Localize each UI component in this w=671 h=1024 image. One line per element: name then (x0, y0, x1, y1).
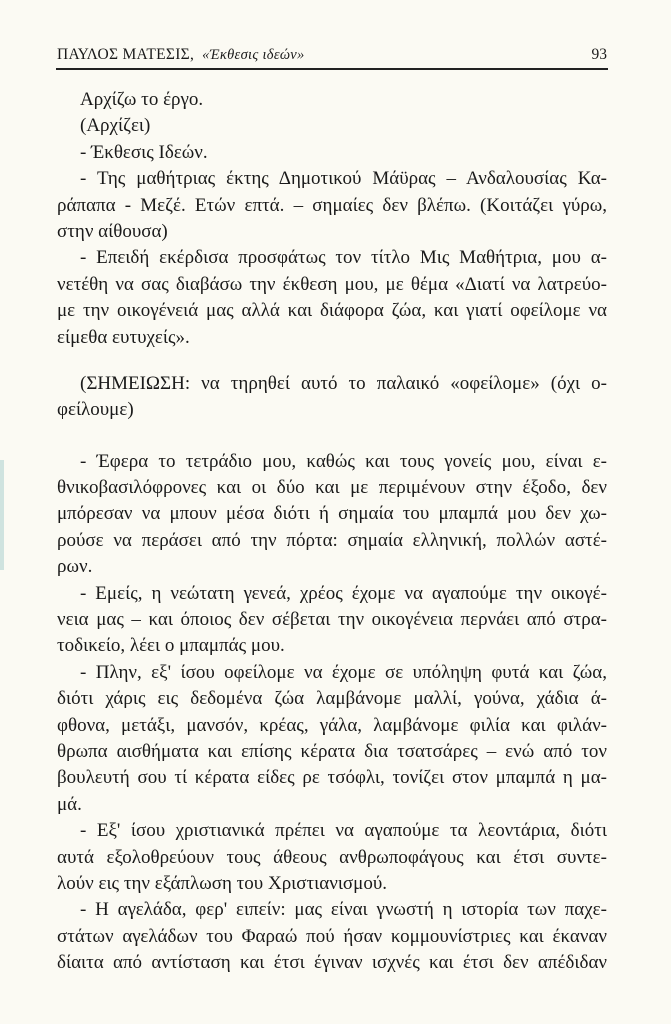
text-line: - Επειδή εκέρδισα προσφάτως τον τίτλο Μις Μαθήτρια, μου α- (80, 247, 607, 269)
text-line: φείλουμε) (57, 399, 134, 421)
text-line: νεια μας – και όποιος δεν σέβεται την οικογένεια περνάει από στρα- (57, 609, 607, 631)
text-line: βουλευτή σου τί κέρατα είδες ρε τσόφλι, τονίζει στον μπαμπά η μα- (57, 767, 607, 789)
text-line: μά. (57, 793, 82, 815)
header-author: ΠΑΥΛΟΣ ΜΑΤΕΣΙΣ, (57, 46, 195, 63)
text-line: δίαιτα από αντίσταση και έτσι έγιναν ισχνές και έτσι δεν απέδιδαν (57, 952, 607, 974)
text-line: ρων. (57, 556, 93, 578)
text-line: αυτά εξολοθρεύουν τους άθεους ανθρωποφάγους και έτσι συντε- (57, 846, 607, 868)
text-line: λούν εις την εξάπλωση του Χριστιανισμού. (57, 873, 388, 895)
text-line: θρωπα αισθήματα και επίσης κέρατα δια τσατσάρες – ενώ από τον (57, 741, 607, 763)
header-title: «Έκθεσις ιδεών» (202, 47, 305, 63)
text-line: με την οικογένειά μας αλλά και διάφορα ζώα, και γιατί οφείλομε να (57, 300, 607, 322)
header-rule (56, 68, 608, 70)
text-line: νετέθη να σας διαβάσω την έκθεση μου, με θέμα «Διατί να λατρεύο- (57, 273, 607, 295)
text-line: - Έκθεσις Ιδεών. (80, 141, 208, 163)
text-line: (Αρχίζει) (80, 115, 151, 137)
text-line: - Η αγελάδα, φερ' ειπείν: μας είναι γνωστή η ιστορία των παχε- (80, 899, 607, 921)
page-number: 93 (591, 46, 607, 63)
running-header (57, 46, 607, 66)
scan-edge (0, 460, 4, 570)
text-line: - Εμείς, η νεώτατη γενεά, χρέος έχομε να αγαπούμε την οικογέ- (80, 582, 607, 604)
text-line: ράπαπα - Μεζέ. Ετών επτά. – σημαίες δεν βλέπω. (Κοιτάζει γύρω, (57, 194, 607, 216)
text-line: Αρχίζω το έργο. (80, 89, 204, 110)
text-line: στην αίθουσα) (57, 221, 168, 242)
text-line: τοδικείο, λέει ο μπαμπάς μου. (57, 635, 285, 657)
text-line: ρούσε να περάσει από την πόρτα: σημαία ελληνική, πολλών αστέ- (57, 529, 607, 551)
text-line: θνικοβασιλόφρονες και οι δύο και με περιμένουν στην έξοδο, δεν (57, 477, 607, 499)
text-line: μπόρεσαν να μπουν μέσα διότι ή σημαία του μπαμπά μου δεν χω- (57, 503, 607, 525)
text-line: - Της μαθήτριας έκτης Δημοτικού Μάϋρας – Ανδαλουσίας Κα- (80, 168, 607, 190)
text-line: είμεθα ευτυχείς». (57, 326, 190, 348)
header-author-title (57, 46, 305, 64)
text-line: (ΣΗΜΕΙΩΣΗ: να τηρηθεί αυτό το παλαικό «οφείλομε» (όχι ο- (80, 372, 607, 394)
text-line: στάτων αγελάδων του Φαραώ πού ήσαν κομμουνίστριες και έκαναν (57, 925, 607, 947)
text-line: - Έφερα το τετράδιο μου, καθώς και τους γονείς μου, είναι ε- (80, 450, 607, 472)
text-line: - Εξ' ίσου χριστιανικά πρέπει να αγαπούμε τα λεοντάρια, διότι (80, 820, 607, 842)
text-line: - Πλην, εξ' ίσου οφείλομε να έχομε σε υπόληψη φυτά και ζώα, (80, 661, 607, 683)
text-line: φθονα, μετάξι, μανσόν, κρέας, γάλα, λαμβάνομε φιλία και φιλάν- (57, 714, 607, 736)
text-line: διότι χάρις εις δεδομένα ζώα λαμβάνομε μαλλί, γούνα, χάδια ά- (57, 688, 607, 710)
